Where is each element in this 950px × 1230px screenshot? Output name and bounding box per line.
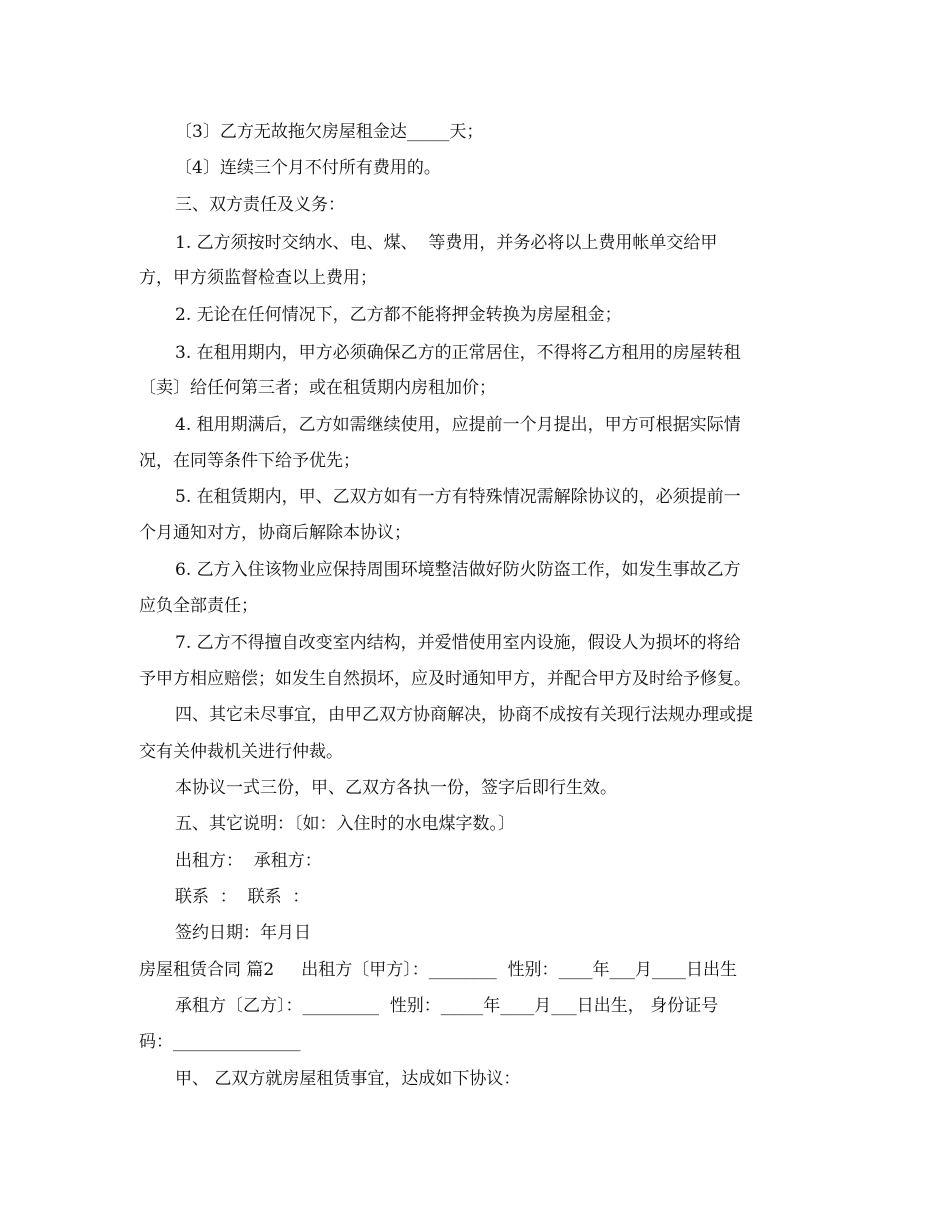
text-line: 应负全部责任；	[139, 596, 258, 616]
text-line: 6. 乙方入住该物业应保持周围环境整洁做好防火防盗工作，如发生事故乙方	[175, 560, 741, 580]
text-line: 〔卖〕给任何第三者；或在租赁期内房租加价；	[139, 378, 496, 398]
text-line: 个月通知对方，协商后解除本协议；	[139, 523, 411, 543]
text-line: 予甲方相应赔偿；如发生自然损坏，应及时通知甲方，并配合甲方及时给予修复。	[139, 669, 751, 689]
text-line: 〔4〕连续三个月不付所有费用的。	[175, 158, 441, 178]
signature-contacts: 联系 ： 联系 ：	[175, 887, 310, 907]
contract-heading: 房屋租赁合同 篇2 出租方〔甲方〕：________ 性别：____年___月____日出生	[139, 960, 738, 980]
text-line: 方，甲方须监督检查以上费用；	[139, 268, 377, 288]
text-line: 5. 在租赁期内，甲、乙双方如有一方有特殊情况需解除协议的，必须提前一	[175, 487, 741, 507]
text-line: 交有关仲裁机关进行仲裁。	[139, 742, 343, 762]
signing-date: 签约日期：年月日	[175, 923, 311, 943]
text-line: 承租方〔乙方〕：_________ 性别：_____年____月___日出生， 身份证号	[175, 996, 719, 1016]
text-line: 〔3〕乙方无故拖欠房屋租金达_____天；	[175, 122, 484, 142]
signature-parties: 出租方： 承租方：	[175, 851, 322, 871]
text-line: 4. 租用期满后，乙方如需继续使用，应提前一个月提出，甲方可根据实际情	[175, 415, 741, 435]
section-heading: 五、其它说明：〔如：入住时的水电煤字数。〕	[175, 814, 515, 834]
text-line: 1. 乙方须按时交纳水、电、煤、 等费用，并务必将以上费用帐单交给甲	[175, 233, 718, 253]
text-line: 甲、 乙双方就房屋租赁事宜，达成如下协议：	[175, 1069, 521, 1089]
text-line: 码：_______________	[139, 1032, 301, 1052]
text-line: 3. 在租用期内，甲方必须确保乙方的正常居住，不得将乙方租用的房屋转租	[175, 343, 741, 363]
text-line: 2. 无论在任何情况下，乙方都不能将押金转换为房屋租金；	[175, 305, 622, 325]
text-line: 况，在同等条件下给予优先；	[139, 451, 360, 471]
text-line: 本协议一式三份，甲、乙双方各执一份，签字后即行生效。	[175, 778, 617, 798]
text-line: 7. 乙方不得擅自改变室内结构，并爱惜使用室内设施，假设人为损坏的将给	[175, 633, 741, 653]
section-heading: 四、其它未尽事宜，由甲乙双方协商解决，协商不成按有关现行法规办理或提	[175, 705, 753, 725]
section-heading: 三、双方责任及义务：	[175, 195, 345, 215]
